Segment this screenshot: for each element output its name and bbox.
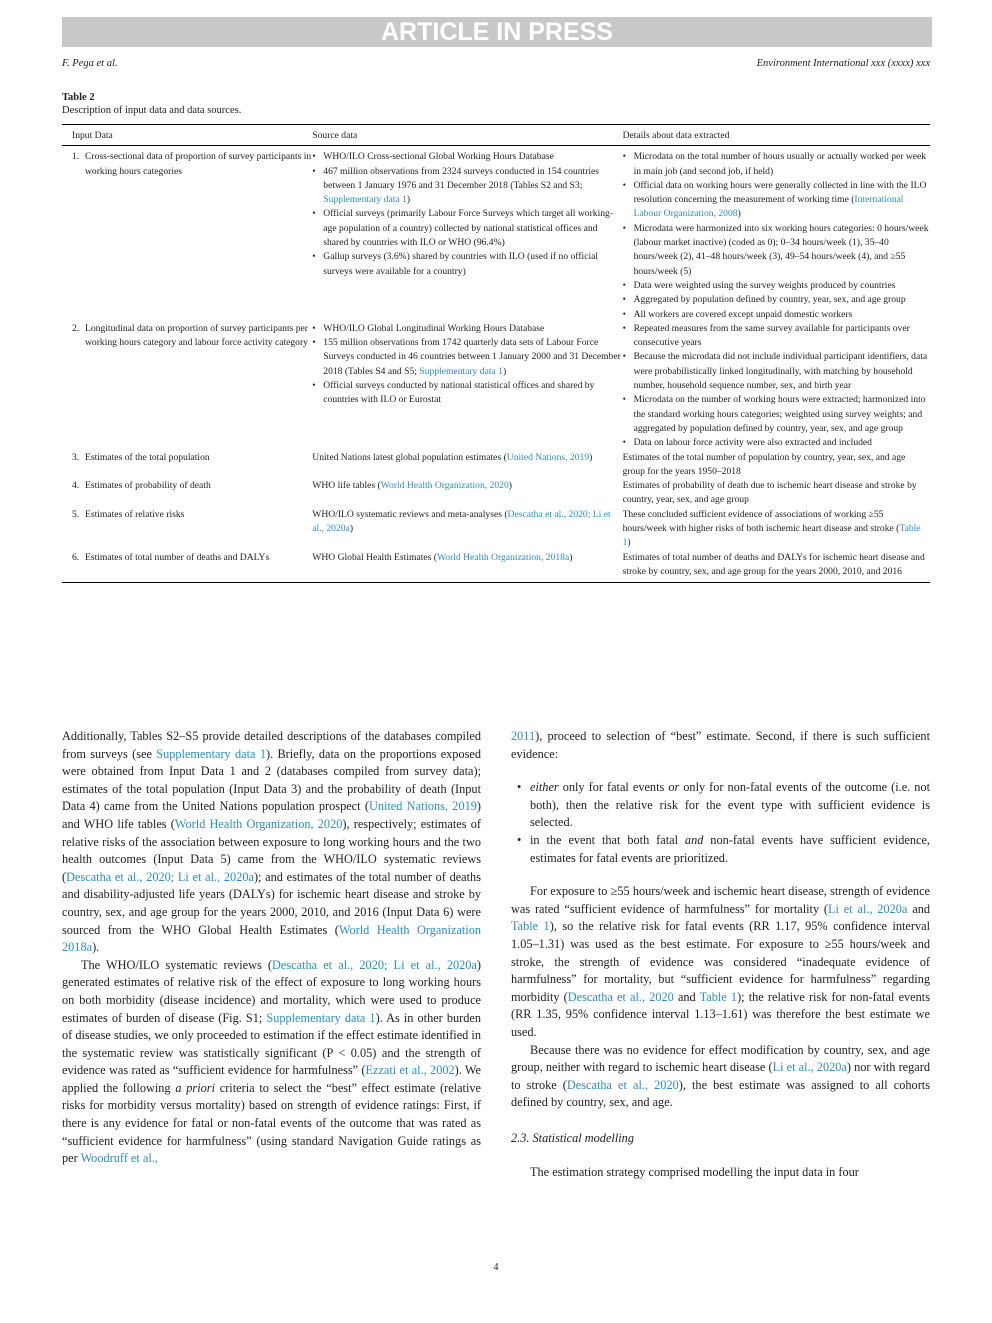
- citation-link[interactable]: Supplementary data 1: [419, 365, 503, 377]
- details-list-item: • Repeated measures from the same survey available for participants over consecutive years: [623, 322, 930, 351]
- citation-link[interactable]: World Health Organization 2018a: [62, 922, 481, 955]
- input-label: Estimates of the total population: [85, 451, 210, 463]
- citation-link[interactable]: Descatha et al., 2020; Li et al., 2020a: [66, 869, 254, 884]
- criteria-list-item: • either only for fatal events or only for non-fatal events of the outcome (i.e. not both), then the relative risk for the event type with sufficient evidence is selected.: [511, 779, 930, 832]
- input-label: Cross-sectional data of proportion of survey participants in working hours categories: [85, 151, 312, 177]
- table-caption: [62, 92, 241, 116]
- cell-input-data: [62, 451, 312, 480]
- citation-link[interactable]: World Health Organization, 2020: [380, 480, 509, 492]
- cell-source-data: [312, 146, 622, 322]
- input-number: 2.: [72, 322, 80, 334]
- paragraph: Because there was no evidence for effect modification by country, sex, and age group, neither with regard to ischemic heart disease (Li et al., 2020a) nor with regard to stroke (Descatha et al., 2020), the best estimate was assigned to all cohorts defined by country, sex, and age.: [511, 1042, 930, 1110]
- input-label: Estimates of total number of deaths and DALYs: [85, 551, 270, 563]
- details-list-item: • Microdata on the total number of hours usually or actually worked per week in main job (and second job, if held): [623, 150, 930, 179]
- cell-source-data: WHO life tables (World Health Organization, 2020): [312, 480, 512, 492]
- input-number: 4.: [72, 480, 80, 492]
- details-list-item: • All workers are covered except unpaid domestic workers: [623, 308, 930, 322]
- emphasis: or: [668, 780, 680, 795]
- paragraph: The estimation strategy comprised modelling the input data in four: [530, 1165, 859, 1180]
- citation-link[interactable]: World Health Organization, 2018a: [436, 551, 570, 563]
- paragraph: For exposure to ≥55 hours/week and ischemic heart disease, strength of evidence was rated “sufficient evidence of harmfulness” for mortality (Li et al., 2020a and Table 1), so the relative risk for fatal events (RR 1.17, 95% confidence interval 1.05–1.31) was used as the best estimate. For exposure to ≥55 hours/week and stroke, the strength of evidence was considered “inadequate evidence of harmfulness” for mortality, but “sufficient evidence for harmfulness” regarding morbidity (Descatha et al., 2020 and Table 1); the relative risk for non-fatal events (RR 1.35, 95% confidence interval 1.13–1.61) was therefore the best estimate we used.: [511, 884, 930, 1039]
- input-number: 5.: [72, 508, 80, 520]
- source-list: [312, 322, 622, 408]
- body-column-left: [62, 728, 481, 1168]
- citation-link[interactable]: Descatha et al., 2020: [567, 989, 674, 1004]
- emphasis: either: [530, 780, 559, 795]
- table-row: [62, 322, 930, 451]
- input-number: 3.: [72, 451, 80, 463]
- cell-source-data: WHO/ILO systematic reviews and meta-analyses (Descatha et al., 2020; Li et al., 2020a): [312, 508, 611, 535]
- input-label: Estimates of relative risks: [85, 508, 185, 520]
- criteria-list-item: • in the event that both fatal and non-fatal events have sufficient evidence, estimates for fatal events are prioritized.: [511, 832, 930, 867]
- table-header-row: [62, 125, 930, 146]
- column-header-details: Details about data extracted: [623, 125, 930, 146]
- details-list-item: • Because the microdata did not include individual participant identifiers, data were probabilistically linked longitudinally, with matching by household number, household sequence number, sex, and birth year: [623, 350, 930, 393]
- input-data-item: [72, 551, 312, 565]
- input-number: 1.: [72, 151, 80, 163]
- article-in-press-banner: ARTICLE IN PRESS: [62, 17, 932, 47]
- citation-link[interactable]: Li et al., 2020a: [772, 1060, 847, 1075]
- citation-link[interactable]: United Nations, 2019: [506, 451, 590, 463]
- emphasis: a priori: [175, 1080, 215, 1095]
- details-list-item: • Official data on working hours were generally collected in line with the ILO resolution concerning the measurement of working time (International Labour Organization, 2008): [623, 179, 930, 222]
- citation-link[interactable]: Descatha et al., 2020; Li et al., 2020a: [312, 508, 611, 535]
- paragraph: 2011), proceed to selection of “best” estimate. Second, if there is such sufficient evidence:: [511, 729, 930, 761]
- input-label: Estimates of probability of death: [85, 480, 211, 492]
- cell-input-data: [62, 479, 312, 508]
- section-heading: 2.3. Statistical modelling: [511, 1130, 634, 1145]
- citation-link[interactable]: Descatha et al., 2020; Li et al., 2020a: [272, 957, 477, 972]
- citation-link[interactable]: Supplementary data 1: [323, 194, 407, 206]
- citation-link[interactable]: Supplementary data 1: [266, 1010, 376, 1025]
- source-list-item: • Gallup surveys (3.6%) shared by countries with ILO (used if no official surveys were available for a country): [312, 250, 622, 279]
- source-list-item: • WHO/ILO Cross-sectional Global Working Hours Database: [312, 150, 622, 164]
- table-row: [62, 508, 930, 551]
- details-list-item: • Data were weighted using the survey weights produced by countries: [623, 279, 930, 293]
- cell-source-data: WHO Global Health Estimates (World Health Organization, 2018a): [312, 551, 622, 583]
- citation-link[interactable]: International Labour Organization, 2008: [633, 194, 904, 220]
- input-data-item: [72, 150, 312, 179]
- input-data-item: [72, 479, 312, 493]
- table-row: [62, 146, 930, 322]
- page-number: 4: [493, 1262, 499, 1273]
- input-data-item: [72, 508, 312, 522]
- cell-details: These concluded sufficient evidence of associations of working ≥55 hours/week with higher risks of both ischemic heart disease and stroke (Table 1): [622, 508, 921, 549]
- citation-link[interactable]: Table 1: [511, 919, 550, 934]
- column-header-source-data: Source data: [312, 125, 622, 146]
- paragraph: Additionally, Tables S2–S5 provide detailed descriptions of the databases compiled from surveys (see Supplementary data 1). Briefly, data on the proportions exposed were obtained from Input Data 1 and 2 (databases compiled from survey data); estimates of the total population (Input Data 3) and the probability of death (Input Data 4) came from the United Nations population prospect (United Nations, 2019) and WHO life tables (World Health Organization, 2020), respectively; estimates of relative risks of the association between exposure to long working hours and the two health outcomes (Input Data 5) came from the WHO/ILO systematic reviews (Descatha et al., 2020; Li et al., 2020a); and estimates of the total number of deaths and disability-adjusted life years (DALYs) for ischemic heart disease and stroke by country, sex, and age group for the years 2000, 2010, and 2016 (Input Data 6) were sourced from the WHO Global Health Estimates (World Health Organization 2018a).: [62, 729, 481, 955]
- cell-details: [623, 146, 930, 322]
- source-list-item: • 467 million observations from 2324 surveys conducted in 154 countries between 1 January 1976 and 31 December 2018 (Tables S2 and S3; Supplementary data 1): [312, 165, 622, 208]
- table-row: [62, 479, 930, 508]
- cell-input-data: [62, 322, 312, 451]
- source-list-item: • 155 million observations from 1742 quarterly data sets of Labour Force Surveys conducted in 46 countries between 1 January 2000 and 31 December 2018 (Tables S4 and S5; Supplementary data 1): [312, 336, 622, 379]
- cell-input-data: [62, 551, 312, 583]
- citation-link[interactable]: Table 1: [622, 523, 921, 549]
- running-header-journal: Environment International xxx (xxxx) xxx: [756, 58, 930, 69]
- citation-link[interactable]: United Nations, 2019: [368, 799, 477, 814]
- data-sources-table: [62, 124, 930, 583]
- table-row: [62, 551, 930, 583]
- source-list-item: • Official surveys conducted by national statistical offices and shared by countries with ILO or Eurostat: [312, 379, 622, 408]
- details-list-item: • Microdata were harmonized into six working hours categories: 0 hours/week (labour market inactive) (coded as 0); 0–34 hours/week (1), 35–40 hours/week (2), 41–48 hours/week (3), 49–54 hours/week (4), and ≥55 hours/week (5): [623, 222, 930, 279]
- cell-input-data: [62, 508, 312, 551]
- citation-link[interactable]: Woodruff et al.,: [80, 1151, 158, 1166]
- citation-link[interactable]: Li et al., 2020a: [828, 901, 908, 916]
- details-list: [623, 322, 930, 451]
- paragraph: The WHO/ILO systematic reviews (Descatha et al., 2020; Li et al., 2020a) generated estimates of relative risk of the effect of exposure to long working hours on both morbidity (disease incidence) and mortality, which were used to produce estimates of burden of disease (Fig. S1; Supplementary data 1). As in other burden of disease studies, we only proceeded to estimation if the effect estimate identified in the systematic review was statistically significant (P < 0.05) and the strength of evidence was rated as “sufficient evidence for harmfulness” (Ezzati et al., 2002). We applied the following a priori criteria to select the “best” effect estimate (relative risks for morbidity versus mortality) based on strength of evidence ratings: First, if there is any evidence for fatal or non-fatal events of the outcome that was rated as “sufficient evidence for harmfulness” (using standard Navigation Guide ratings as per Woodruff et al.,: [62, 957, 481, 1166]
- column-header-input-data: Input Data: [62, 125, 312, 146]
- citation-link[interactable]: 2011: [511, 729, 536, 743]
- citation-link[interactable]: World Health Organization, 2020: [174, 816, 343, 831]
- cell-details: Estimates of probability of death due to ischemic heart disease and stroke by country, year, sex, and age group: [622, 480, 917, 506]
- cell-source-data: [312, 322, 622, 451]
- cell-details: Estimates of total number of deaths and DALYs for ischemic heart disease and stroke by country, sex, and age group for the years 2000, 2010, and 2016: [623, 551, 930, 583]
- citation-link[interactable]: Ezzati et al., 2002: [365, 1063, 455, 1078]
- body-column-right: [511, 728, 930, 1182]
- details-list-item: • Data on labour force activity were also extracted and included: [623, 436, 930, 450]
- table-label: Table 2: [62, 92, 95, 103]
- input-data-item: [72, 451, 312, 465]
- cell-input-data: [62, 146, 312, 322]
- criteria-list: [511, 779, 930, 867]
- table-body: [62, 146, 930, 583]
- cell-details: [623, 322, 930, 451]
- citation-link[interactable]: Table 1: [699, 989, 738, 1004]
- citation-link[interactable]: Descatha et al., 2020: [566, 1077, 679, 1092]
- running-header-authors: F. Pega et al.: [62, 58, 118, 69]
- source-list: [312, 150, 622, 279]
- emphasis: and: [684, 832, 704, 847]
- details-list-item: • Aggregated by population defined by country, year, sex, and age group: [623, 293, 930, 307]
- table-row: [62, 451, 930, 480]
- citation-link[interactable]: Supplementary data 1: [156, 746, 266, 761]
- cell-source-data: United Nations latest global population estimates (United Nations, 2019): [312, 451, 593, 463]
- table-description: Description of input data and data sources.: [62, 105, 242, 116]
- input-data-item: [72, 322, 312, 351]
- source-list-item: • Official surveys (primarily Labour Force Surveys which target all working-age population of a country) collected by national statistical offices and shared by countries with ILO or WHO (96.4%): [312, 207, 622, 250]
- cell-details: Estimates of the total number of population by country, year, sex, and age group for the years 1950–2018: [622, 451, 906, 477]
- details-list: [623, 150, 930, 322]
- source-list-item: • WHO/ILO Global Longitudinal Working Hours Database: [312, 322, 622, 336]
- input-label: Longitudinal data on proportion of survey participants per working hours category and labour force activity category: [85, 322, 308, 349]
- details-list-item: • Microdata on the number of working hours were extracted; harmonized into the standard working hours categories; weighted using survey weights; and aggregated by population defined by country, year, sex, and age group: [623, 393, 930, 436]
- input-number: 6.: [72, 551, 80, 563]
